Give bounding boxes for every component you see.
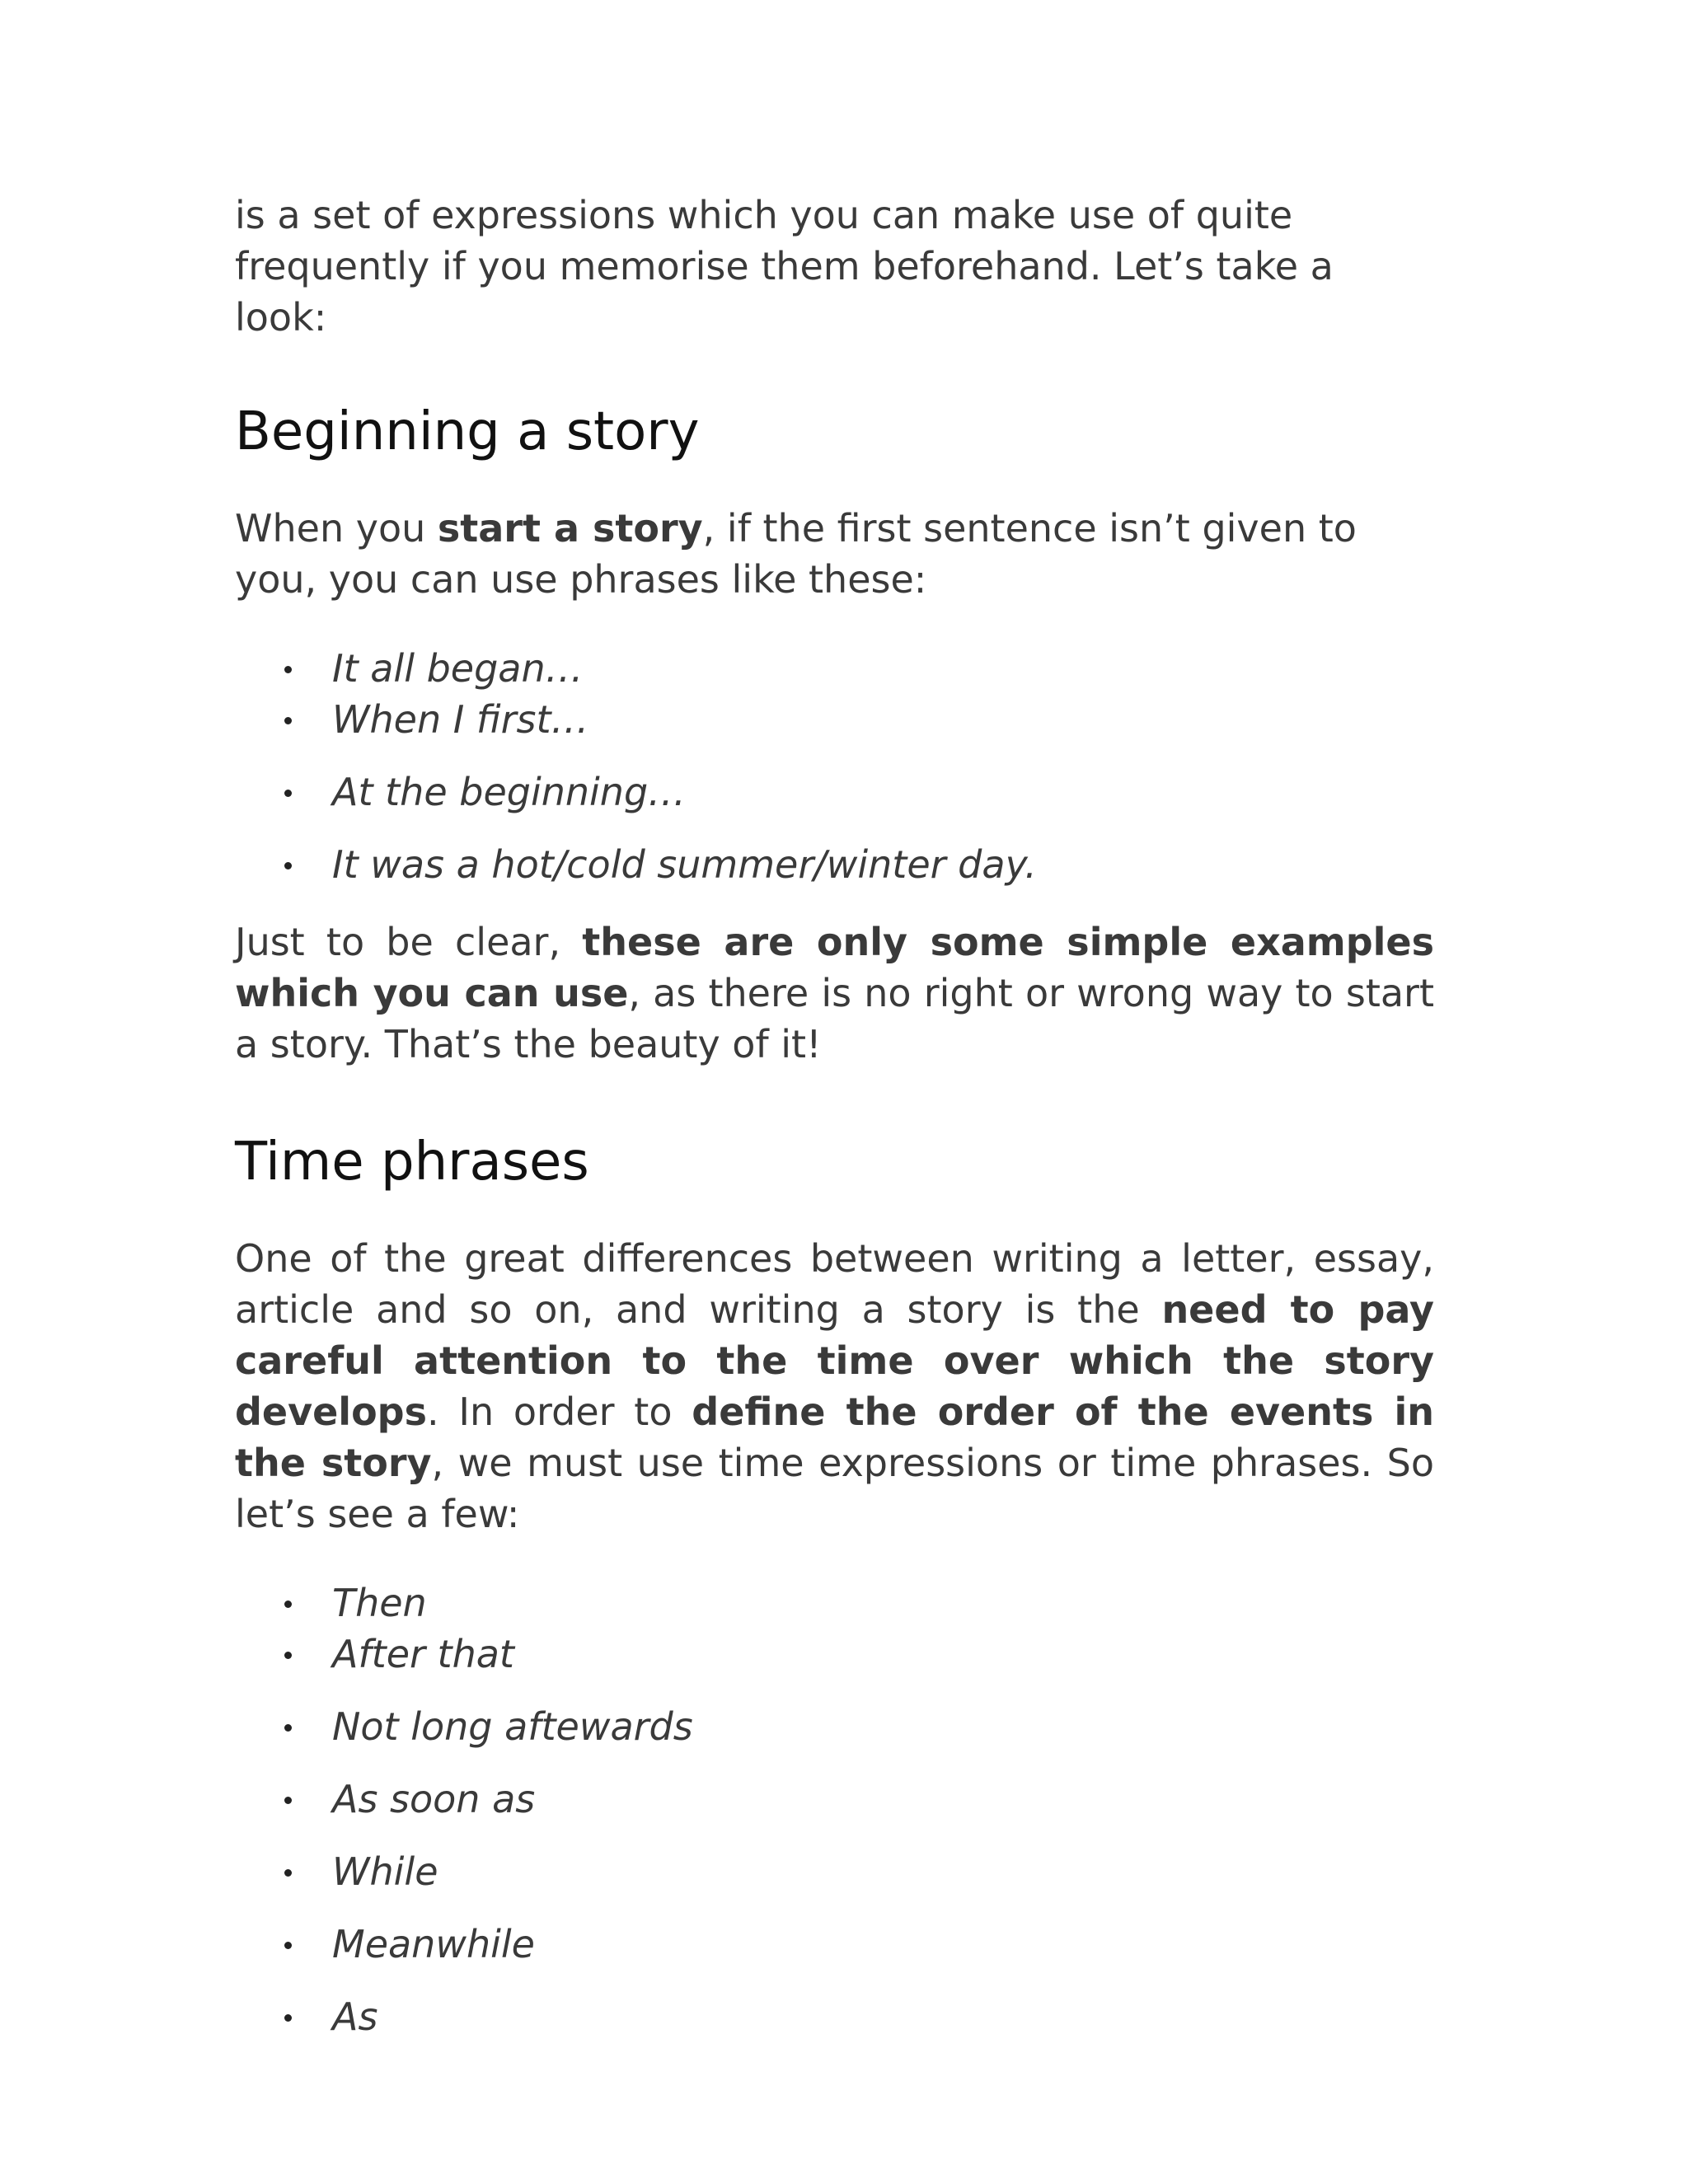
list-item: As soon as: [235, 1774, 1434, 1825]
beginning-paragraph-bold: start a story: [437, 506, 703, 551]
list-item: Not long aftewards: [235, 1701, 1434, 1752]
time-paragraph-bold-2: define the order of the events in the story: [235, 1390, 1435, 1485]
heading-time-phrases: Time phrases: [235, 1132, 589, 1193]
time-paragraph-bold-1: need to pay careful attention to the time over which the story develops: [235, 1287, 1434, 1434]
time-paragraph-text-1: One of the great differences between writing a letter, essay, article and so on, and writing a story is the: [235, 1236, 1434, 1332]
document-page: [235, 190, 1434, 2069]
list-item: While: [235, 1846, 1434, 1897]
list-item: Meanwhile: [235, 1919, 1434, 1970]
time-phrases-list: [235, 1577, 1434, 2042]
list-item: At the beginning…: [235, 766, 1434, 818]
time-paragraph-text-2: . In order to: [427, 1390, 692, 1434]
list-item: Then: [235, 1577, 1434, 1629]
time-paragraph: [235, 1233, 1434, 1540]
intro-paragraph: is a set of expressions which you can make use of quite frequently if you memorise them beforehand. Let’s take a look:: [235, 193, 1334, 340]
beginning-phrases-list: [235, 643, 1434, 890]
clarification-text-1: Just to be clear,: [235, 920, 583, 964]
list-item: It all began…: [235, 643, 1434, 694]
heading-beginning-a-story: Beginning a story: [235, 401, 700, 462]
beginning-paragraph-text-1: When you: [235, 506, 438, 551]
list-item: It was a hot/cold summer/winter day.: [235, 839, 1434, 890]
beginning-paragraph-text-2: , if the first sentence isn’t given to you, you can use phrases like these:: [235, 506, 1357, 602]
clarification-paragraph: [235, 916, 1434, 1070]
list-item: After that: [235, 1629, 1434, 1680]
beginning-paragraph: [235, 503, 1434, 605]
clarification-bold: these are only some simple examples which you can use: [235, 920, 1434, 1015]
list-item: When I first…: [235, 694, 1434, 745]
clarification-text-2: , as there is no right or wrong way to start a story. That’s the beauty of it!: [235, 971, 1434, 1066]
time-paragraph-text-3: , we must use time expressions or time phrases. So let’s see a few:: [235, 1441, 1434, 1536]
list-item: As: [235, 1991, 1434, 2042]
